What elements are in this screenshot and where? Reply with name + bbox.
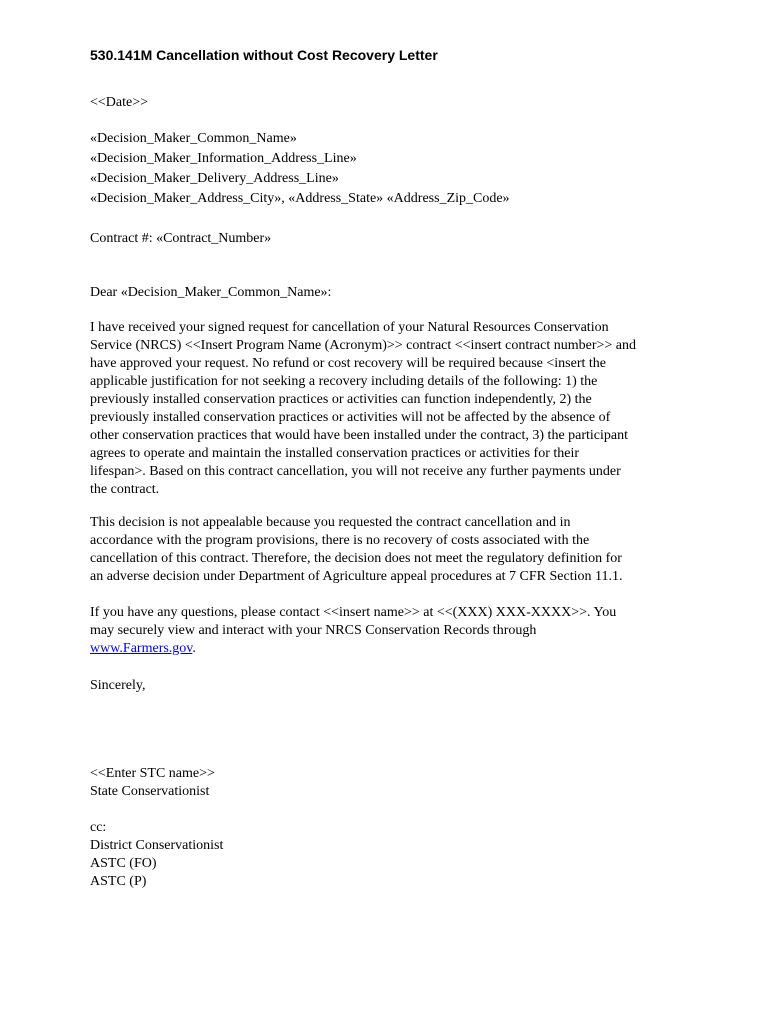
paragraph-line: I have received your signed request for cancellation of your Natural Resources Conservation [90,320,609,335]
contract-number-line [90,230,688,248]
cc-recipient: ASTC (FO) [90,856,157,871]
address-line-name: «Decision_Maker_Common_Name» [90,131,297,146]
date-placeholder: <<Date>> [90,95,149,110]
signer-title: State Conservationist [90,784,210,799]
paragraph-line: an adverse decision under Department of Agriculture appeal procedures at 7 CFR Section 11.1. [90,569,623,584]
link-line [90,640,690,658]
paragraph-line: agrees to operate and maintain the installed conservation practices or activities for their [90,446,580,461]
paragraph-appeal [90,514,690,586]
cc-recipient: District Conservationist [90,838,224,853]
contract-number: Contract #: «Contract_Number» [90,231,272,246]
address-line-information: «Decision_Maker_Information_Address_Line» [90,151,357,166]
paragraph-approval [90,319,690,499]
paragraph-line: If you have any questions, please contact <<insert name>> at <<(XXX) XXX-XXXX>>. You [90,605,617,620]
cc-block [90,819,688,891]
document-title: 530.141M Cancellation without Cost Recovery Letter [90,47,438,63]
paragraph-line: other conservation practices that would have been installed under the contract, 3) the participant [90,428,629,443]
paragraph-line: may securely view and interact with your NRCS Conservation Records through [90,623,537,638]
farmers-gov-link[interactable]: www.Farmers.gov [90,641,193,656]
signature-block [90,765,688,801]
salutation: Dear «Decision_Maker_Common_Name»: [90,285,332,300]
paragraph-line: lifespan>. Based on this contract cancellation, you will not receive any further payments under [90,464,621,479]
salutation-line [90,284,688,302]
closing-line [90,677,688,695]
paragraph-line: previously installed conservation practices or activities can function independently, 2) the [90,392,592,407]
recipient-address [90,130,688,208]
paragraph-line: Service (NRCS) <<Insert Program Name (Acronym)>> contract <<insert contract number>> and [90,338,637,353]
paragraph-line: the contract. [90,482,160,497]
paragraph-line: applicable justification for not seeking a recovery including details of the following: 1) the [90,374,598,389]
closing: Sincerely, [90,678,146,693]
paragraph-line: previously installed conservation practices or activities will not be affected by the absence of [90,410,611,425]
address-line-delivery: «Decision_Maker_Delivery_Address_Line» [90,171,339,186]
paragraph-line: have approved your request. No refund or cost recovery will be required because <insert the [90,356,606,371]
paragraph-line: This decision is not appealable because you requested the contract cancellation and in [90,515,571,530]
link-trailing-period: . [192,641,196,656]
cc-recipient: ASTC (P) [90,874,147,889]
paragraph-line: accordance with the program provisions, there is no recovery of costs associated with the [90,533,590,548]
paragraph-contact [90,604,690,658]
date-line [90,94,688,112]
cc-label: cc: [90,820,107,835]
paragraph-line: cancellation of this contract. Therefore, the decision does not meet the regulatory definition for [90,551,622,566]
address-line-city-state-zip: «Decision_Maker_Address_City», «Address_State» «Address_Zip_Code» [90,191,510,206]
signer-name: <<Enter STC name>> [90,766,215,781]
